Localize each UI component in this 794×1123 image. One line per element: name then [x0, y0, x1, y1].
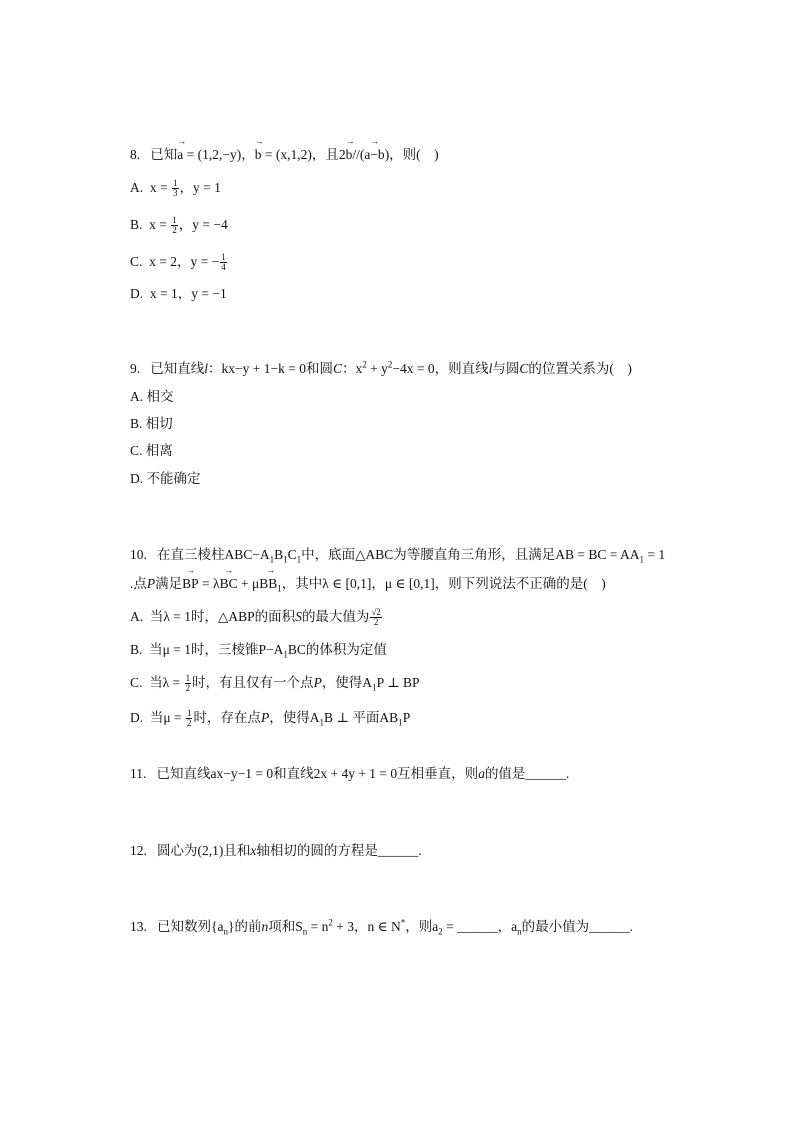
q10-stem-line1: 10. 在直三棱柱$ABC-A_1B_1C_1$中，底面△ABC为等腰直角三角形，且满足AB = BC = $AA_1 = 1$ — [130, 547, 666, 565]
q12-stem: 12. 圆心为(2,1)且和x轴相切的圆的方程是______. — [130, 843, 422, 858]
vector-a-minus-b: → a−b — [364, 146, 384, 164]
q8-option-c[interactable]: C. x = 2，y = − $\frac{1}{4}$ — [130, 252, 226, 273]
q10-option-b[interactable]: B. 当μ = 1时，三棱锥$P-A_1BC$的体积为定值 — [130, 642, 387, 660]
q8-option-a[interactable]: A. x = $\frac{1}{3}$ ，y = 1 — [130, 178, 221, 199]
q8-option-d[interactable]: D. x = 1，y = −1 — [130, 286, 227, 301]
q9-stem: 9. 已知直线l：kx−y + 1−k = 0和圆C：$x^2 + y^2-4x = 0$，则直线l与圆C的位置关系为( ) — [130, 359, 632, 376]
fraction: $\frac{√2}{2}$ — [371, 607, 381, 628]
q10-number: 10. — [130, 547, 147, 562]
fraction: $\frac{1}{2}$ — [186, 708, 192, 729]
q10-option-d[interactable]: D. 当μ = $\frac{1}{2}$ 时，存在点P，使得$A_1B$ ⊥ 平面$AB_1P$ — [130, 708, 411, 729]
q11-stem: 11. 已知直线ax−y−1 = 0和直线2x + 4y + 1 = 0互相垂直，则a的值是______. — [130, 766, 570, 781]
q13-number: 13. — [130, 919, 147, 934]
q9-option-a[interactable]: A. 相交 — [130, 389, 174, 404]
q12-number: 12. — [130, 843, 147, 858]
vector-b: → b — [255, 146, 262, 164]
q9-number: 9. — [130, 361, 141, 376]
q10-stem-line2: .点P满足→ BP = λ→ BC + $\mu\to BB_1$，其中λ ∈ [0,1]，μ ∈ [0,1]，则下列说法不正确的是( ) — [130, 575, 606, 593]
q10-option-c[interactable]: C. 当λ = $\frac{1}{2}$ 时，有且仅有一个点P，使得$A_1P$ ⊥ BP — [130, 673, 420, 694]
fraction: $\frac{1}{4}$ — [221, 252, 226, 273]
q8-stem: 8. 已知→ a = (1,2,−y)，→ b = (x,1,2)，且2→ b//(→ a−b)，则( ) — [130, 146, 439, 164]
vector-a: → a — [177, 146, 183, 164]
vector-bb1: → $BB_1$ — [259, 575, 282, 593]
q13-stem: 13. 已知数列$\{a_n\}$的前n项和$S_n = n^2 + 3$，n ∈ N*，则$a_2$ = ______，$a_n$的最小值为______. — [130, 917, 633, 937]
q11-number: 11. — [130, 766, 147, 781]
q9-option-c[interactable]: C. 相离 — [130, 443, 173, 458]
q9-option-d[interactable]: D. 不能确定 — [130, 471, 201, 486]
fraction: $\frac{1}{2}$ — [185, 673, 191, 694]
vector-bp: → BP — [182, 575, 199, 593]
q8-option-b[interactable]: B. x = $\frac{1}{2}$ ，y = −4 — [130, 215, 228, 236]
q9-option-b[interactable]: B. 相切 — [130, 416, 173, 431]
vector-b: → b — [346, 146, 353, 164]
vector-bc: → BC — [220, 575, 238, 593]
q10-option-a[interactable]: A. 当λ = 1时，△ABP的面积S的最大值为 $\frac{√2}{2}$ — [130, 607, 381, 628]
fraction: $\frac{1}{3}$ — [173, 178, 178, 199]
q8-number: 8. — [130, 147, 141, 162]
fraction: $\frac{1}{2}$ — [172, 215, 177, 236]
